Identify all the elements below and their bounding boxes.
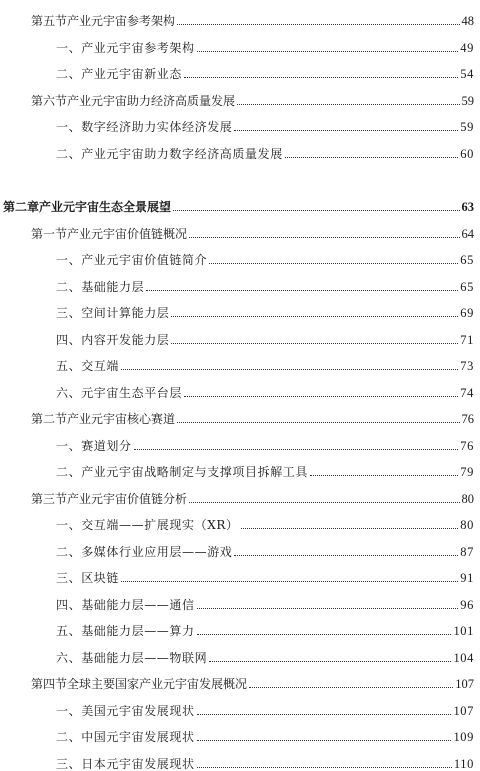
toc-entry-title [31,492,187,506]
toc-entry-title [56,41,195,55]
toc-entry-7[interactable] [0,219,480,241]
toc-entry-title [56,465,308,479]
toc-entry-16[interactable] [0,457,480,479]
toc-entry-title [56,253,207,267]
toc-entry-text: 多媒体行业应用层——游戏 [81,544,233,559]
toc-entry-text: 产业元宇宙生态全景展望 [39,200,172,214]
toc-entry-page: 59 [461,93,474,108]
dot-leader [234,130,458,131]
dot-leader [237,104,459,105]
toc-entry-page: 71 [460,332,474,347]
toc-entry-title [31,412,175,426]
toc-entry-number: 第六节 [31,93,68,108]
toc-entry-number: 第五节 [31,14,68,28]
toc-entry-10[interactable] [0,298,480,320]
toc-entry-text: 基础能力层——通信 [81,597,195,612]
toc-entry-13[interactable] [0,378,480,400]
toc-entry-text: 基础能力层——物联网 [81,650,208,665]
toc-entry-number: 一、 [56,40,82,55]
toc-entry-24[interactable] [0,669,480,691]
toc-entry-22[interactable] [0,616,480,638]
toc-entry-number: 五、 [56,624,82,638]
toc-entry-number: 三、 [56,756,82,771]
dot-leader [146,290,458,291]
toc-entry-21[interactable] [0,590,480,612]
toc-entry-number: 四、 [56,597,82,612]
toc-entry-page: 63 [461,200,474,214]
toc-entry-title [31,227,187,241]
toc-entry-text: 元宇宙生态平台层 [81,385,183,400]
toc-entry-page: 96 [460,597,474,612]
toc-entry-text: 日本元宇宙发展现状 [81,756,195,771]
toc-entry-title [56,571,119,585]
toc-entry-number: 第四节 [31,677,68,691]
toc-entry-number: 一、 [56,703,82,718]
toc-entry-title [56,147,283,161]
toc-entry-text: 产业元宇宙助力数字经济高质量发展 [81,146,283,161]
dot-leader [134,449,459,450]
toc-entry-19[interactable] [0,537,480,559]
toc-entry-number: 二、 [56,67,82,81]
toc-entry-page: 76 [460,438,474,453]
toc-entry-number: 第一节 [31,226,68,241]
toc-entry-number: 一、 [56,120,82,134]
toc-entry-title [56,598,195,612]
toc-entry-page: 101 [453,624,474,638]
toc-entry-page: 48 [461,14,474,28]
dot-leader [177,422,459,423]
toc-entry-text: 产业元宇宙价值链概况 [67,226,188,241]
toc-entry-27[interactable] [0,749,480,771]
toc-entry-page: 69 [460,306,474,320]
toc-entry-page: 64 [461,226,474,241]
toc-entry-8[interactable] [0,245,480,267]
dot-leader [209,661,451,662]
toc-entry-11[interactable] [0,325,480,347]
toc-entry-page: 110 [453,756,474,771]
toc-entry-text: 中国元宇宙发展现状 [81,730,195,744]
toc-entry-14[interactable] [0,404,480,426]
toc-entry-text: 产业元宇宙价值链分析 [67,491,188,506]
dot-leader [184,396,458,397]
toc-entry-title [56,280,144,294]
toc-entry-page: 107 [453,703,474,718]
toc-entry-15[interactable] [0,431,480,453]
toc-entry-text: 美国元宇宙发展现状 [81,703,195,718]
toc-entry-number: 第二章 [3,200,40,214]
toc-entry-page: 60 [460,146,474,161]
toc-entry-number: 二、 [56,730,82,744]
dot-leader [197,767,452,768]
toc-entry-page: 65 [460,279,474,294]
toc-entry-page: 76 [461,412,474,426]
toc-entry-text: 区块链 [81,571,120,585]
toc-entry-title [56,757,195,771]
dot-leader [189,237,459,238]
toc-entry-number: 二、 [56,465,82,479]
toc-entry-2[interactable] [0,59,480,81]
toc-entry-page: 109 [453,730,474,744]
dot-leader [197,714,452,715]
toc-entry-number: 五、 [56,359,82,373]
toc-entry-page: 54 [460,67,474,81]
toc-entry-18[interactable] [0,510,480,532]
toc-entry-4[interactable] [0,112,480,134]
toc-entry-text: 产业元宇宙新业态 [81,67,183,81]
toc-entry-title [56,545,232,559]
toc-entry-text: 交互端 [81,359,120,373]
dot-leader [197,51,459,52]
toc-entry-page: 80 [460,518,474,532]
dot-leader [189,502,459,503]
dot-leader [241,528,459,529]
dot-leader [310,475,458,476]
toc-entry-9[interactable] [0,272,480,294]
toc-entry-title [56,120,232,134]
toc-entry-text: 产业元宇宙助力经济高质量发展 [67,93,236,108]
toc-entry-text: 交互端——扩展现实（XR） [81,518,239,532]
toc-entry-page: 79 [460,465,474,479]
toc-entry-text: 产业元宇宙参考架构 [67,14,176,28]
toc-entry-page: 65 [460,253,474,267]
toc-entry-text: 产业元宇宙价值链简介 [81,253,208,267]
toc-entry-number: 三、 [56,306,82,320]
toc-entry-title [56,704,195,718]
dot-leader [171,343,458,344]
dot-leader [173,210,459,211]
toc-entry-text: 赛道划分 [81,438,132,453]
toc-entry-title [56,67,182,81]
toc-entry-title [3,200,171,214]
toc-entry-number: 三、 [56,571,82,585]
toc-entry-6[interactable] [0,192,480,214]
toc-entry-title [31,677,247,691]
toc-entry-text: 基础能力层 [81,279,145,294]
toc-entry-page: 107 [455,677,474,691]
toc-entry-number: 第二节 [31,412,68,426]
dot-leader [285,157,458,158]
toc-entry-3[interactable] [0,86,480,108]
toc-entry-page: 49 [460,40,474,55]
dot-leader [171,316,458,317]
toc-entry-page: 74 [460,385,474,400]
dot-leader [121,581,458,582]
toc-entry-text: 产业元宇宙核心赛道 [67,412,176,426]
dot-leader [197,608,459,609]
toc-entry-title [56,359,119,373]
toc-entry-number: 一、 [56,253,82,267]
toc-entry-17[interactable] [0,484,480,506]
toc-entry-text: 基础能力层——算力 [81,624,195,638]
toc-entry-number: 一、 [56,518,82,532]
toc-entry-page: 87 [460,544,474,559]
dot-leader [234,555,458,556]
toc-entry-text: 内容开发能力层 [81,332,170,347]
toc-entry-text: 数字经济助力实体经济发展 [81,120,233,134]
dot-leader [184,77,458,78]
toc-entry-title [31,14,175,28]
toc-entry-text: 产业元宇宙战略制定与支撑项目拆解工具 [81,465,309,479]
dot-leader [209,263,458,264]
toc-entry-page: 104 [453,650,474,665]
toc-entry-page: 80 [461,491,474,506]
toc-entry-title [56,518,239,532]
toc-entry-23[interactable] [0,643,480,665]
toc-entry-25[interactable] [0,696,480,718]
toc-entry-title [56,730,195,744]
toc-entry-26[interactable] [0,722,480,744]
toc-entry-title [56,333,169,347]
toc-entry-number: 二、 [56,279,82,294]
toc-entry-0[interactable] [0,6,480,28]
toc-entry-text: 全球主要国家产业元宇宙发展概况 [67,677,248,691]
toc-entry-title [31,94,235,108]
toc-entry-title [56,306,169,320]
toc-entry-number: 二、 [56,544,82,559]
toc-entry-number: 六、 [56,650,82,665]
toc-entry-page: 91 [460,571,474,585]
dot-leader [249,687,453,688]
toc-entry-text: 空间计算能力层 [81,306,170,320]
toc-entry-number: 六、 [56,385,82,400]
toc-entry-page: 59 [460,120,474,134]
toc-entry-5[interactable] [0,139,480,161]
toc-entry-number: 一、 [56,438,82,453]
toc-entry-1[interactable] [0,33,480,55]
toc-entry-20[interactable] [0,563,480,585]
toc-entry-12[interactable] [0,351,480,373]
toc-entry-number: 第三节 [31,491,68,506]
toc-entry-page: 73 [460,359,474,373]
dot-leader [197,740,452,741]
toc-entry-number: 二、 [56,146,82,161]
dot-leader [177,24,459,25]
toc-entry-text: 产业元宇宙参考架构 [81,40,195,55]
toc-entry-number: 四、 [56,332,82,347]
dot-leader [197,634,452,635]
toc-entry-title [56,386,182,400]
toc-entry-title [56,624,195,638]
toc-entry-title [56,651,207,665]
dot-leader [121,369,458,370]
toc-entry-title [56,439,132,453]
